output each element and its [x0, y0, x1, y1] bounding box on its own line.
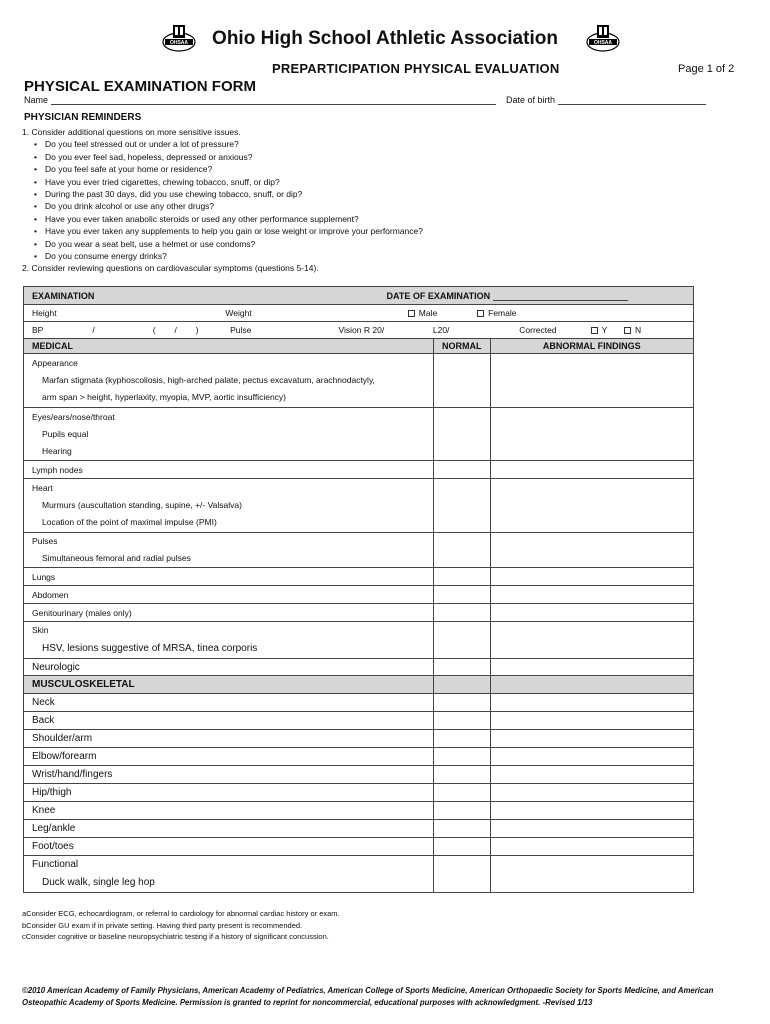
reminder-bullet: • Have you ever tried cigarettes, chewing tobacco, snuff, or dip? — [22, 176, 423, 188]
reminder-bullet: • During the past 30 days, did you use chewing tobacco, snuff, or dip? — [22, 188, 423, 200]
abnormal-findings-cell[interactable] — [490, 354, 694, 408]
abnormal-findings-cell[interactable] — [490, 856, 694, 893]
reminder-bullet: • Do you ever feel sad, hopeless, depressed or anxious? — [22, 151, 423, 163]
form-subtitle: PREPARTICIPATION PHYSICAL EVALUATION — [272, 61, 560, 76]
reminder-bullet: • Do you consume energy drinks? — [22, 250, 423, 262]
normal-check-cell[interactable] — [434, 748, 491, 766]
corrected-yes-checkbox[interactable] — [591, 327, 598, 334]
page-number: Page 1 of 2 — [678, 63, 735, 75]
form-title: PHYSICAL EXAMINATION FORM — [24, 78, 256, 95]
male-checkbox[interactable] — [408, 310, 415, 317]
msk-item: Back — [24, 712, 434, 730]
vision-left-label[interactable]: L20/ — [432, 325, 450, 335]
normal-check-cell[interactable] — [434, 568, 491, 586]
pulses-sub: Simultaneous femoral and radial pulses — [42, 553, 191, 563]
examination-label: EXAMINATION — [32, 290, 95, 301]
male-label: Male — [418, 308, 438, 318]
abnormal-findings-cell[interactable] — [490, 479, 694, 533]
reminder-bullet: • Do you feel stressed out or under a lot of pressure? — [22, 138, 423, 150]
msk-item: Leg/ankle — [24, 820, 434, 838]
appearance-label: Appearance — [32, 358, 78, 368]
female-label: Female — [488, 308, 517, 318]
murmurs-label: Murmurs (auscultation standing, supine, +/- Valsalva) — [42, 500, 242, 510]
heart-cell — [24, 479, 434, 533]
corrected-label: Corrected — [519, 325, 557, 335]
abnormal-findings-cell[interactable] — [490, 712, 694, 730]
msk-item: Neck — [24, 694, 434, 712]
pulse-label[interactable]: Pulse — [230, 325, 252, 335]
genitourinary-label: Genitourinary (males only) — [24, 604, 434, 622]
height-weight-row — [24, 305, 694, 322]
functional-label: Functional — [32, 859, 79, 870]
neurologic-label: Neurologic — [24, 659, 434, 676]
dob-label: Date of birth — [506, 95, 556, 105]
medical-heading: MEDICAL — [24, 339, 434, 354]
hearing-label: Hearing — [42, 445, 72, 456]
reminder-bullet: • Do you feel safe at your home or residence? — [22, 163, 423, 175]
appearance-sub: Marfan stigmata (kyphoscoliosis, high-arched palate, pectus excavatum, arachnodactyly, — [42, 375, 375, 385]
abnormal-findings-cell[interactable] — [490, 533, 694, 568]
abnormal-findings-cell[interactable] — [490, 748, 694, 766]
normal-heading: NORMAL — [434, 339, 491, 354]
exam-table — [23, 286, 694, 893]
msk-abnormal-header — [490, 676, 694, 694]
logo-text: OHSAA — [593, 40, 613, 46]
pupils-label: Pupils equal — [42, 428, 89, 439]
footnote-b: bConsider GU exam if in private setting. Having third party present is recommended. — [22, 920, 303, 930]
normal-check-cell[interactable] — [434, 408, 491, 461]
reminders-heading: PHYSICIAN REMINDERS — [24, 112, 142, 123]
reminder-bullet: • Do you drink alcohol or use any other drugs? — [22, 200, 423, 212]
normal-check-cell[interactable] — [434, 604, 491, 622]
normal-check-cell[interactable] — [434, 586, 491, 604]
appearance-cell — [24, 354, 434, 408]
exam-date-input[interactable] — [493, 294, 628, 301]
normal-check-cell[interactable] — [434, 533, 491, 568]
normal-check-cell[interactable] — [434, 461, 491, 479]
height-label[interactable]: Height — [32, 308, 57, 318]
exam-date-label: DATE OF EXAMINATION — [386, 290, 491, 301]
reminders-list — [22, 126, 423, 275]
abnormal-findings-cell[interactable] — [490, 461, 694, 479]
reminder-bullet: • Have you ever taken anabolic steroids or used any other performance supplement? — [22, 213, 423, 225]
abnormal-findings-cell[interactable] — [490, 604, 694, 622]
name-field[interactable] — [24, 95, 496, 105]
abnormal-findings-cell[interactable] — [490, 622, 694, 659]
normal-check-cell[interactable] — [434, 784, 491, 802]
abnormal-findings-cell[interactable] — [490, 408, 694, 461]
name-label: Name — [24, 95, 49, 105]
msk-item: Shoulder/arm — [24, 730, 434, 748]
msk-item: Elbow/forearm — [24, 748, 434, 766]
abnormal-findings-cell[interactable] — [490, 568, 694, 586]
pulses-cell — [24, 533, 434, 568]
vision-right-label[interactable]: Vision R 20/ — [338, 325, 385, 335]
abnormal-findings-cell[interactable] — [490, 730, 694, 748]
abnormal-findings-cell[interactable] — [490, 802, 694, 820]
heart-label: Heart — [32, 483, 53, 493]
female-checkbox[interactable] — [477, 310, 484, 317]
normal-check-cell[interactable] — [434, 354, 491, 408]
appearance-sub: arm span > height, hyperlaxity, myopia, MVP, aortic insufficiency) — [42, 392, 287, 402]
reminder-bullet: • Have you ever taken any supplements to help you gain or lose weight or improve your performance? — [22, 225, 423, 237]
footnote-a: aConsider ECG, echocardiogram, or referral to cardiology for abnormal cardiac history or exam. — [22, 909, 340, 918]
abnormal-findings-cell[interactable] — [490, 820, 694, 838]
normal-check-cell[interactable] — [434, 479, 491, 533]
dob-input-line[interactable] — [558, 97, 706, 105]
logo-text: OHSAA — [169, 40, 189, 46]
normal-check-cell[interactable] — [434, 838, 491, 856]
abnormal-heading: ABNORMAL FINDINGS — [490, 339, 694, 354]
functional-cell — [24, 856, 434, 893]
corrected-no-checkbox[interactable] — [624, 327, 631, 334]
abnormal-findings-cell[interactable] — [490, 766, 694, 784]
skin-sub: HSV, lesions suggestive of MRSA, tinea corporis — [42, 643, 258, 654]
abnormal-findings-cell[interactable] — [490, 784, 694, 802]
abnormal-findings-cell[interactable] — [490, 838, 694, 856]
footnotes — [22, 908, 340, 943]
msk-item: Knee — [24, 802, 434, 820]
normal-check-cell[interactable] — [434, 712, 491, 730]
normal-check-cell[interactable] — [434, 659, 491, 676]
abnormal-findings-cell[interactable] — [490, 586, 694, 604]
msk-normal-header — [434, 676, 491, 694]
normal-check-cell[interactable] — [434, 694, 491, 712]
reminder-bullet: • Do you wear a seat belt, use a helmet or use condoms? — [22, 238, 423, 250]
functional-sub: Duck walk, single leg hop — [42, 877, 155, 888]
msk-item: Wrist/hand/fingers — [24, 766, 434, 784]
dob-field[interactable] — [506, 95, 706, 105]
eyes-cell — [24, 408, 434, 461]
bp-recheck[interactable]: ( / ) — [152, 325, 199, 335]
name-input-line[interactable] — [51, 97, 496, 105]
bp-label[interactable]: BP — [32, 325, 44, 335]
eyes-label: Eyes/ears/nose/throat — [32, 411, 115, 422]
vitals-row — [24, 322, 694, 339]
skin-label: Skin — [32, 625, 49, 635]
abnormal-findings-cell[interactable] — [490, 659, 694, 676]
msk-item: Hip/thigh — [24, 784, 434, 802]
reminder-item-1: 1. Consider additional questions on more sensitive issues. — [22, 127, 241, 137]
lymph-label: Lymph nodes — [24, 461, 434, 479]
bp-separator: / — [92, 325, 95, 335]
pmi-label: Location of the point of maximal impulse (PMI) — [42, 517, 217, 527]
msk-item: Foot/toes — [24, 838, 434, 856]
normal-check-cell[interactable] — [434, 766, 491, 784]
weight-label[interactable]: Weight — [225, 308, 252, 318]
pulses-label: Pulses — [32, 536, 58, 546]
org-title: Ohio High School Athletic Association — [212, 28, 558, 49]
skin-cell — [24, 622, 434, 659]
abdomen-label: Abdomen — [24, 586, 434, 604]
no-label: N — [635, 325, 642, 335]
abnormal-findings-cell[interactable] — [490, 694, 694, 712]
footnote-c: cConsider cognitive or baseline neuropsychiatric testing if a history of significant concussion. — [22, 932, 329, 941]
normal-check-cell[interactable] — [434, 730, 491, 748]
musculoskeletal-heading: MUSCULOSKELETAL — [24, 676, 434, 694]
normal-check-cell[interactable] — [434, 820, 491, 838]
normal-check-cell[interactable] — [434, 622, 491, 659]
exam-header-row — [24, 287, 694, 305]
normal-check-cell[interactable] — [434, 802, 491, 820]
female-option[interactable] — [477, 308, 516, 318]
yes-label: Y — [601, 325, 608, 335]
male-option[interactable] — [408, 308, 475, 318]
copyright-notice: ©2010 American Academy of Family Physicians, American Academy of Pediatrics, American College of Sports Medicine, American Orthopaedic Society for Sports Medicine, and American Osteopathic Academy of Sports Medicine. Permission is granted to reprint for noncommercial, educational purposes with acknowledgment. -Revised 1/13 — [22, 986, 714, 1007]
reminder-item-2: 2. Consider reviewing questions on cardiovascular symptoms (questions 5-14). — [22, 263, 319, 274]
lungs-label: Lungs — [24, 568, 434, 586]
normal-check-cell[interactable] — [434, 856, 491, 893]
